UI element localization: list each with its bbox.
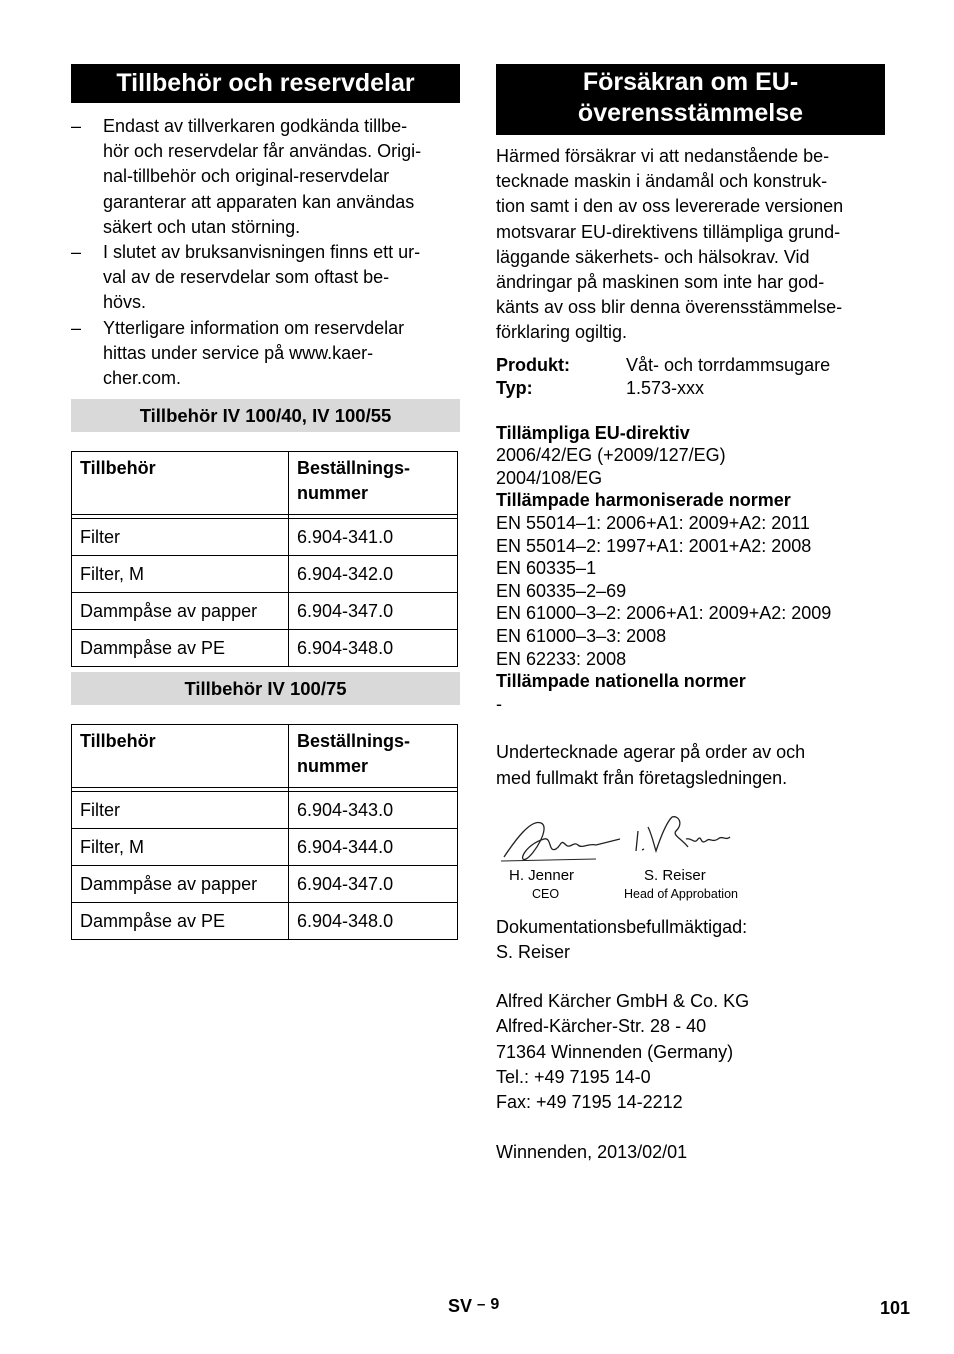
list-item: – I slutet av bruksanvisningen finns ett ur- val av de reservdelar som oftast be- hövs.: [71, 242, 421, 313]
table-row: Dammpåse av papper 6.904-347.0: [72, 866, 458, 903]
footer-section: SV – 9: [448, 1296, 500, 1316]
signer2-name: S. Reiser: [644, 866, 706, 884]
product-label: Produkt:: [496, 354, 570, 375]
directives-block: Tillämpliga EU-direktiv 2006/42/EG (+2009/127/EG) 2004/108/EG Tillämpade harmoniserade normer EN 55014–1: 2006+A1: 2009+A2: 2011 EN 55014–2: 1997+A1: 2001+A2: 2008 EN 60335–1 EN 60335–2–69 EN 61000–3–2: 2006+A1: 2009+A2: 2009 EN 61000–3–3: 2008 EN 62233: 2008 Tillämpade nationella normer -: [496, 422, 885, 716]
table-header-row: [72, 725, 458, 788]
bullet-dash: –: [71, 242, 82, 263]
company-address: Alfred Kärcher GmbH & Co. KG Alfred-Kärcher-Str. 28 - 40 71364 Winnenden (Germany) Tel.: +49 7195 14-0 Fax: +49 7195 14-2212: [496, 991, 750, 1112]
header-order-number: Beställnings- nummer: [289, 725, 458, 788]
signer2-title: Head of Approbation: [624, 886, 738, 901]
table2-title: Tillbehör IV 100/75: [71, 672, 460, 705]
header-accessory: Tillbehör: [72, 452, 289, 515]
documentation-authority: Dokumentationsbefullmäktigad: S. Reiser: [496, 916, 748, 962]
directives-heading: Tillämpliga EU-direktiv: [496, 422, 690, 443]
harmonised-heading: Tillämpade harmoniserade normer: [496, 490, 791, 511]
bullet-dash: –: [71, 317, 82, 338]
national-heading: Tillämpade nationella normer: [496, 671, 746, 692]
product-info: [496, 354, 885, 400]
declaration-intro: Härmed försäkrar vi att nedanstående be- tecknade maskin i ändamål och konstruk- tion samt i den av oss levererade versionen motsvarar EU-direktivens tillämpliga grund- läggande säkerhets- och hälsokrav. Vid ändringar på maskinen som inte har god- känts av oss blir denna överensstämmelse- förklaring ogiltig.: [496, 146, 844, 343]
table-row: Filter, M 6.904-344.0: [72, 829, 458, 866]
header-order-number: Beställnings- nummer: [289, 452, 458, 515]
header-accessory: Tillbehör: [72, 725, 289, 788]
table-row: Filter 6.904-343.0: [72, 792, 458, 829]
table-row: Dammpåse av PE 6.904-348.0: [72, 630, 458, 667]
left-column: [71, 64, 460, 940]
bullet-dash: –: [71, 116, 82, 136]
table-header-row: [72, 452, 458, 515]
accessories-bullet-list: [71, 114, 460, 391]
page-number: 101: [879, 1298, 910, 1318]
place-date: Winnenden, 2013/02/01: [496, 1142, 688, 1163]
product-value: Våt- och torrdammsugare: [626, 354, 831, 375]
table-row: Filter, M 6.904-342.0: [72, 556, 458, 593]
table-row: Dammpåse av PE 6.904-348.0: [72, 903, 458, 940]
signer1-title: CEO: [532, 886, 560, 901]
type-value: 1.573-xxx: [626, 377, 705, 398]
accessories-table-1: [71, 451, 458, 667]
signer1-name: H. Jenner: [509, 866, 575, 884]
right-column: [496, 64, 885, 1165]
national-value: -: [496, 693, 502, 714]
eu-declaration-heading: Försäkran om EU- överensstämmelse: [496, 64, 885, 135]
table1-title: Tillbehör IV 100/40, IV 100/55: [71, 399, 460, 432]
signatures: [496, 809, 885, 899]
type-label: Typ:: [496, 377, 533, 398]
signed-statement: Undertecknade agerar på order av och med fullmakt från företagsledningen.: [496, 742, 806, 788]
table-row: Dammpåse av papper 6.904-347.0: [72, 593, 458, 630]
table-row: Filter 6.904-341.0: [72, 519, 458, 556]
list-item: – Endast av tillverkaren godkända tillbe- hör och reservdelar får användas. Origi- nal-tillbehör och original-reservdelar garanterar att apparaten kan användas säkert och utan störning.: [71, 116, 422, 237]
accessories-heading: Tillbehör och reservdelar: [71, 64, 460, 103]
accessories-table-2: [71, 724, 458, 940]
list-item: – Ytterligare information om reservdelar hittas under service på www.kaer- cher.com.: [71, 317, 405, 389]
